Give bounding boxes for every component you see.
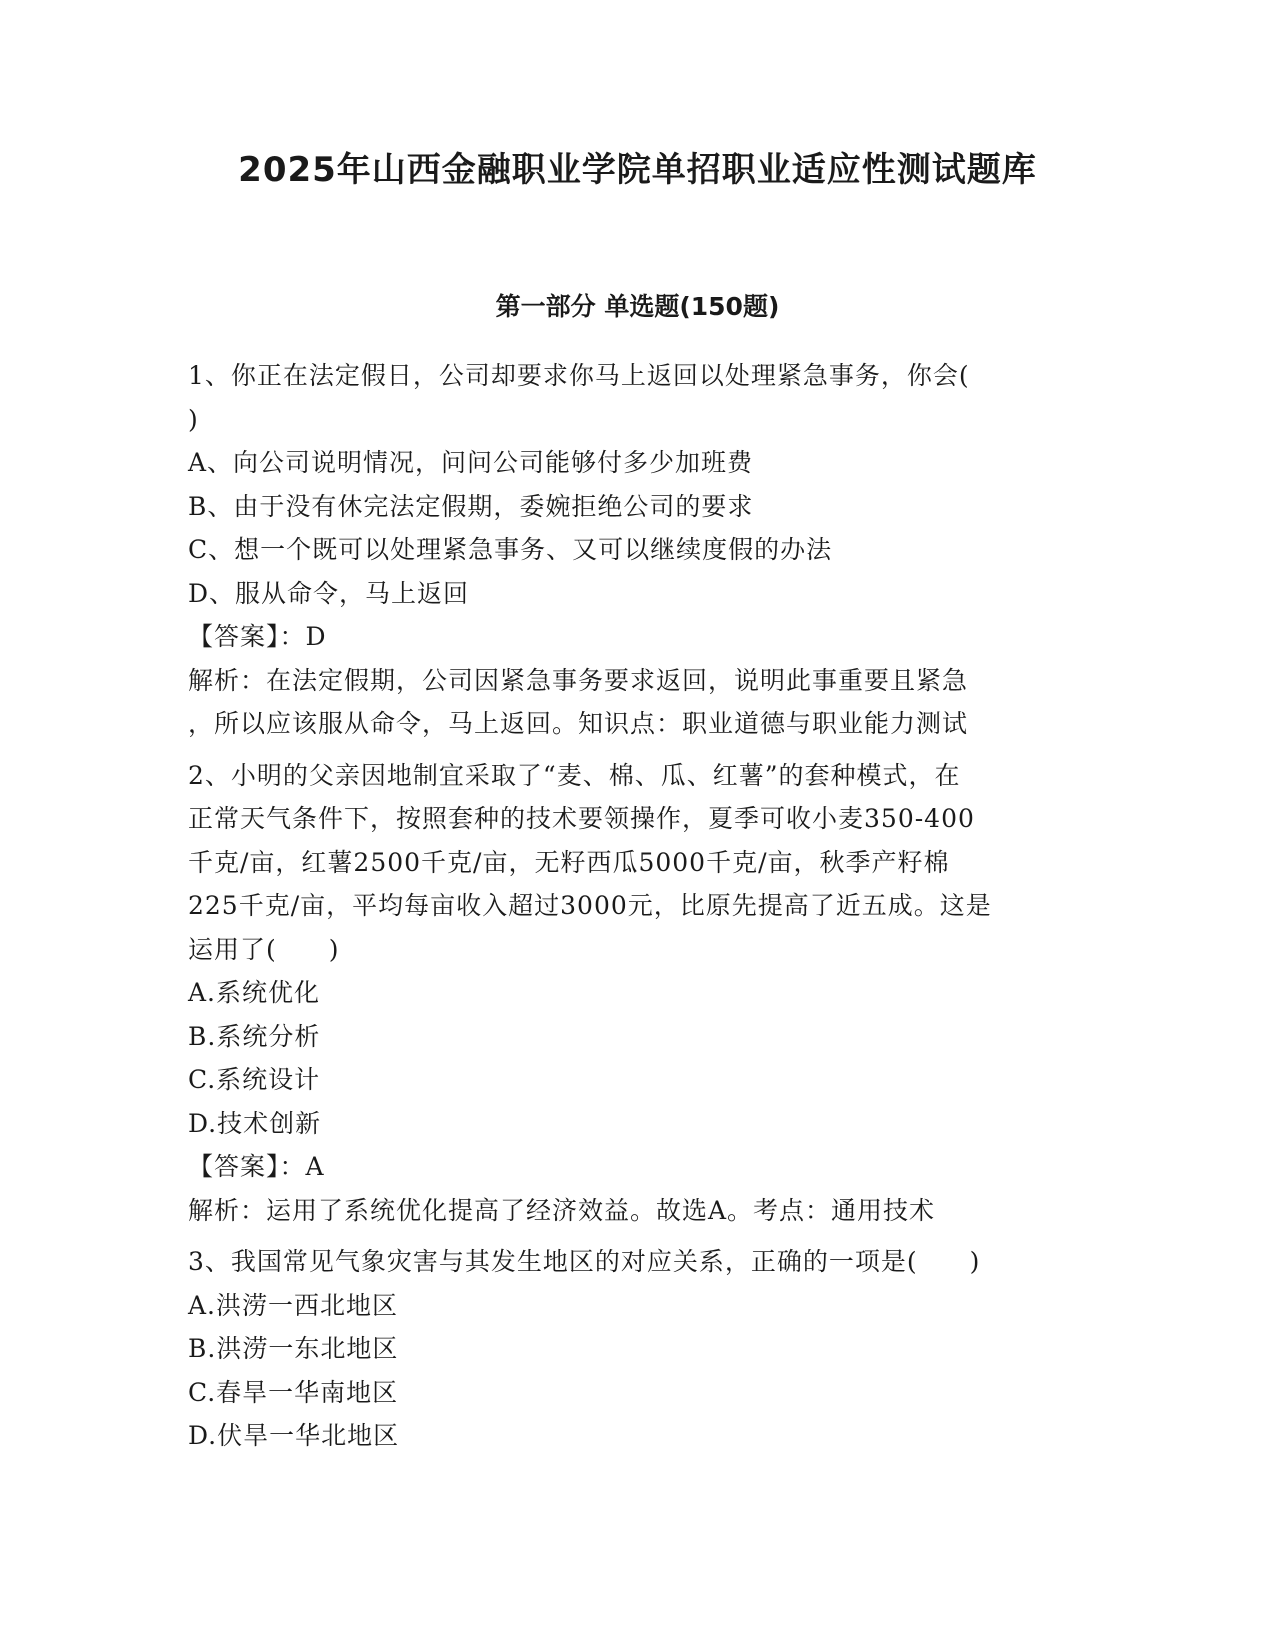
option-d: D.伏旱一华北地区 bbox=[188, 1421, 400, 1450]
option-c: C.春旱一华南地区 bbox=[188, 1377, 399, 1407]
question-stem: 2、小明的父亲因地制宜采取了“麦、棉、瓜、红薯”的套种模式，在 正常天气条件下，按照套种的技术要领操作，夏季可收小麦350-400 千克/亩，红薯2500千克/亩，无籽西瓜5000千克/亩，秋季产籽棉 225千克/亩，平均每亩收入超过3000元，比原先提高了近五成。这是 运用了( ) bbox=[188, 760, 992, 964]
question-3 bbox=[188, 1240, 1088, 1458]
analysis: 解析：运用了系统优化提高了经济效益。故选A。考点：通用技术 bbox=[188, 1195, 936, 1225]
question-stem: 3、我国常见气象灾害与其发生地区的对应关系，正确的一项是( ) bbox=[188, 1247, 981, 1276]
question-list bbox=[188, 354, 1088, 1466]
option-d: D.技术创新 bbox=[188, 1108, 322, 1138]
question-2 bbox=[188, 754, 1088, 1233]
question-1 bbox=[188, 354, 1088, 746]
option-b: B.洪涝一东北地区 bbox=[188, 1334, 399, 1363]
option-c: C.系统设计 bbox=[188, 1065, 321, 1094]
document-title: 2025年山西金融职业学院单招职业适应性测试题库 bbox=[238, 150, 1037, 190]
analysis: 解析：在法定假期，公司因紧急事务要求返回，说明此事重要且紧急 ，所以应该服从命令，马上返回。知识点：职业道德与职业能力测试 bbox=[188, 665, 969, 738]
question-stem: 1、你正在法定假日，公司却要求你马上返回以处理紧急事务，你会( ) bbox=[188, 361, 970, 434]
option-b: B、由于没有休完法定假期，委婉拒绝公司的要求 bbox=[188, 491, 754, 521]
option-b: B.系统分析 bbox=[188, 1021, 321, 1051]
option-a: A、向公司说明情况，问问公司能够付多少加班费 bbox=[188, 448, 754, 477]
answer: 【答案】：A bbox=[188, 1152, 325, 1181]
option-a: A.洪涝一西北地区 bbox=[188, 1290, 399, 1320]
answer: 【答案】：D bbox=[188, 622, 327, 651]
section-title: 第一部分 单选题(150题) bbox=[495, 292, 780, 321]
option-c: C、想一个既可以处理紧急事务、又可以继续度假的办法 bbox=[188, 535, 833, 564]
option-d: D、服从命令，马上返回 bbox=[188, 578, 470, 608]
option-a: A.系统优化 bbox=[188, 978, 321, 1007]
